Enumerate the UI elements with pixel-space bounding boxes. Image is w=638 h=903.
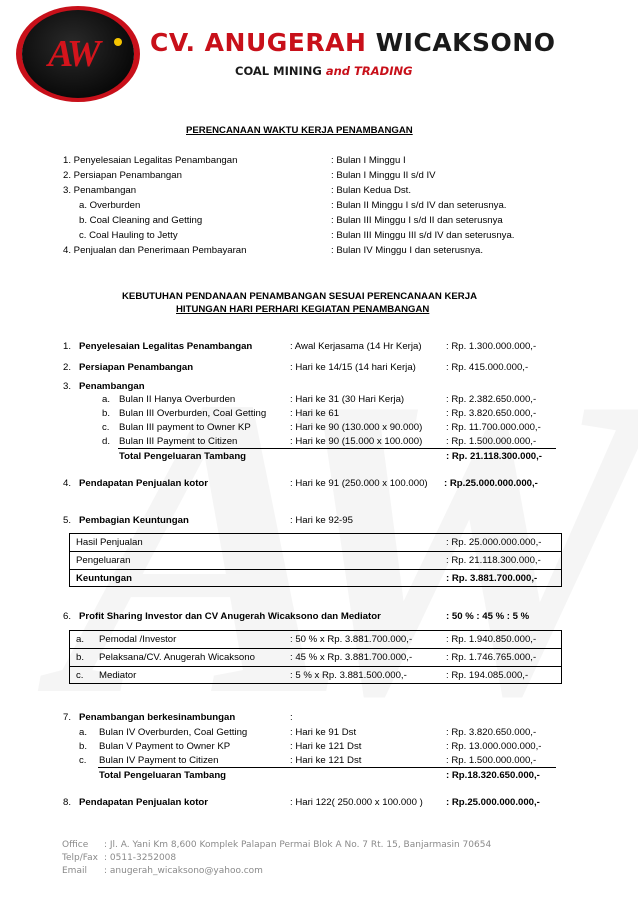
sub-label: Bulan IV Overburden, Coal Getting (99, 727, 248, 738)
footer-email-value: : anugerah_wicaksono@yahoo.com (104, 866, 263, 876)
item-time: : Hari 122( 250.000 x 100.000 ) (290, 797, 423, 808)
table-divider (69, 666, 562, 667)
section2-title: KEBUTUHAN PENDANAAN PENAMBANGAN SESUAI PERENCANAAN KERJA (122, 291, 477, 302)
table-cell-calc: : 5 % x Rp. 3.881.500.000,- (290, 670, 407, 681)
plan-item-label: 3. Penambangan (63, 185, 137, 196)
plan-item-value: : Bulan III Minggu I s/d II dan seterusnya (331, 215, 503, 226)
item-label: Penyelesaian Legalitas Penambangan (79, 341, 253, 352)
table-cell-label: Mediator (99, 670, 137, 681)
sub-letter: b. (79, 741, 88, 752)
plan-item-label: c. Coal Hauling to Jetty (79, 230, 178, 241)
logo-text: AW (48, 33, 98, 75)
item-label: Pembagian Keuntungan (79, 515, 189, 526)
footer-tel-label: Telp/Fax (62, 853, 98, 863)
sub-label: Bulan IV Payment to Citizen (99, 755, 219, 766)
item-amount: : Rp.25.000.000.000,- (444, 478, 538, 489)
item-number: 4. (63, 478, 72, 489)
sub-letter: a. (79, 727, 88, 738)
logo-dot-icon (114, 38, 122, 46)
table-cell-calc: : 45 % x Rp. 3.881.700.000,- (290, 652, 413, 663)
table-divider (69, 648, 562, 649)
plan-item-label: 1. Penyelesaian Legalitas Penambangan (63, 155, 238, 166)
table-cell-letter: a. (76, 634, 85, 645)
footer-tel-value: : 0511-3252008 (104, 853, 177, 863)
table-cell-amount: : Rp. 25.000.000.000,- (446, 537, 542, 548)
sub-time: : Hari ke 90 (15.000 x 100.000) (290, 436, 423, 447)
sub-label: Bulan V Payment to Owner KP (99, 741, 231, 752)
item-number: 6. (63, 611, 72, 622)
item-number: 1. (63, 341, 72, 352)
item-time: : Hari ke 91 (250.000 x 100.000) (290, 478, 428, 489)
sub-letter: d. (102, 436, 111, 447)
company-name-part1: CV. ANUGERAH (150, 28, 367, 57)
tagline-part1: COAL MINING (235, 64, 322, 78)
sub-time: : Hari ke 121 Dst (290, 755, 362, 766)
section1-title: PERENCANAAN WAKTU KERJA PENAMBANGAN (186, 125, 413, 136)
table-cell-label: Hasil Penjualan (76, 537, 143, 548)
item-time: : Hari ke 14/15 (14 hari Kerja) (290, 362, 416, 373)
sub-amount: : Rp. 3.820.650.000,- (446, 408, 537, 419)
table-cell-amount: : Rp. 194.085.000,- (446, 670, 529, 681)
table-divider (69, 569, 562, 570)
sub-label: Bulan II Hanya Overburden (119, 394, 236, 405)
sub-label: Bulan III Overburden, Coal Getting (119, 408, 267, 419)
tagline-part2: and TRADING (325, 64, 413, 78)
sub-label: Bulan III payment to Owner KP (119, 422, 251, 433)
sub-time: : Hari ke 31 (30 Hari Kerja) (290, 394, 405, 405)
item-ratio: : 50 % : 45 % : 5 % (446, 611, 530, 622)
sub-time: : Hari ke 121 Dst (290, 741, 362, 752)
plan-item-value: : Bulan Kedua Dst. (331, 185, 411, 196)
item-label: Profit Sharing Investor dan CV Anugerah Wicaksono dan Mediator (79, 611, 381, 622)
sub-letter: a. (102, 394, 111, 405)
sub-letter: c. (102, 422, 110, 433)
sub-time: : Hari ke 90 (130.000 x 90.000) (290, 422, 423, 433)
plan-item-value: : Bulan I Minggu I (331, 155, 406, 166)
sub-amount: : Rp. 1.500.000.000,- (446, 436, 537, 447)
item-amount: : Rp. 1.300.000.000,- (446, 341, 537, 352)
sub-amount: : Rp. 13.000.000.000,- (446, 741, 542, 752)
footer-office-value: : Jl. A. Yani Km 8,600 Komplek Palapan Permai Blok A No. 7 Rt. 15, Banjarmasin 70654 (104, 840, 492, 850)
sub-time: : Hari ke 91 Dst (290, 727, 357, 738)
table-cell-amount: : Rp. 1.746.765.000,- (446, 652, 537, 663)
footer-office-label: Office (62, 840, 89, 850)
plan-item-label: 2. Persiapan Penambangan (63, 170, 182, 181)
table-cell-label: Keuntungan (76, 573, 132, 584)
item-number: 8. (63, 797, 72, 808)
sub-time: : Hari ke 61 (290, 408, 340, 419)
item-label: Pendapatan Penjualan kotor (79, 478, 209, 489)
item-number: 2. (63, 362, 72, 373)
subtotal-divider (118, 448, 556, 449)
sub-label: Bulan III Payment to Citizen (119, 436, 238, 447)
plan-item-value: : Bulan I Minggu II s/d IV (331, 170, 436, 181)
table-cell-amount: : Rp. 21.118.300.000,- (446, 555, 541, 566)
item-amount: : Rp.25.000.000.000,- (446, 797, 540, 808)
sub-amount: : Rp. 1.500.000.000,- (446, 755, 537, 766)
table-cell-label: Pemodal /Investor (99, 634, 177, 645)
table-cell-label: Pengeluaran (76, 555, 131, 566)
sub-amount: : Rp. 11.700.000.000,- (446, 422, 541, 433)
sub-amount: : Rp. 3.820.650.000,- (446, 727, 537, 738)
total-label: Total Pengeluaran Tambang (99, 770, 227, 781)
sub-amount: : Rp. 2.382.650.000,- (446, 394, 537, 405)
plan-item-label: b. Coal Cleaning and Getting (79, 215, 203, 226)
sub-letter: c. (79, 755, 87, 766)
table-cell-letter: c. (76, 670, 84, 681)
table-cell-label: Pelaksana/CV. Anugerah Wicaksono (99, 652, 255, 663)
company-name (150, 28, 555, 57)
table-cell-calc: : 50 % x Rp. 3.881.700.000,- (290, 634, 413, 645)
item-label: Penambangan berkesinambungan (79, 712, 236, 723)
plan-item-value: : Bulan II Minggu I s/d IV dan seterusnya. (331, 200, 507, 211)
total-label: Total Pengeluaran Tambang (119, 451, 247, 462)
item-number: 3. (63, 381, 72, 392)
total-amount: : Rp.18.320.650.000,- (446, 770, 540, 781)
sub-letter: b. (102, 408, 111, 419)
company-name-part2: WICAKSONO (375, 28, 556, 57)
item-colon: : (290, 712, 293, 723)
table-cell-amount: : Rp. 1.940.850.000,- (446, 634, 537, 645)
table-divider (69, 551, 562, 552)
item-label: Penambangan (79, 381, 145, 392)
item-time: : Hari ke 92-95 (290, 515, 353, 526)
item-amount: : Rp. 415.000.000,- (446, 362, 529, 373)
plan-item-value: : Bulan IV Minggu I dan seterusnya. (331, 245, 483, 256)
item-number: 5. (63, 515, 72, 526)
plan-item-label: 4. Penjualan dan Penerimaan Pembayaran (63, 245, 247, 256)
subtotal-divider (98, 767, 556, 768)
section2-subtitle: HITUNGAN HARI PERHARI KEGIATAN PENAMBANGAN (176, 304, 430, 315)
plan-item-value: : Bulan III Minggu III s/d IV dan seterusnya. (331, 230, 515, 241)
total-amount: : Rp. 21.118.300.000,- (446, 451, 542, 462)
item-label: Pendapatan Penjualan kotor (79, 797, 209, 808)
item-time: : Awal Kerjasama (14 Hr Kerja) (290, 341, 422, 352)
company-tagline (235, 64, 413, 78)
plan-item-label: a. Overburden (79, 200, 141, 211)
footer-email-label: Email (62, 866, 87, 876)
item-number: 7. (63, 712, 72, 723)
table-cell-letter: b. (76, 652, 85, 663)
item-label: Persiapan Penambangan (79, 362, 194, 373)
table-cell-amount: : Rp. 3.881.700.000,- (446, 573, 538, 584)
